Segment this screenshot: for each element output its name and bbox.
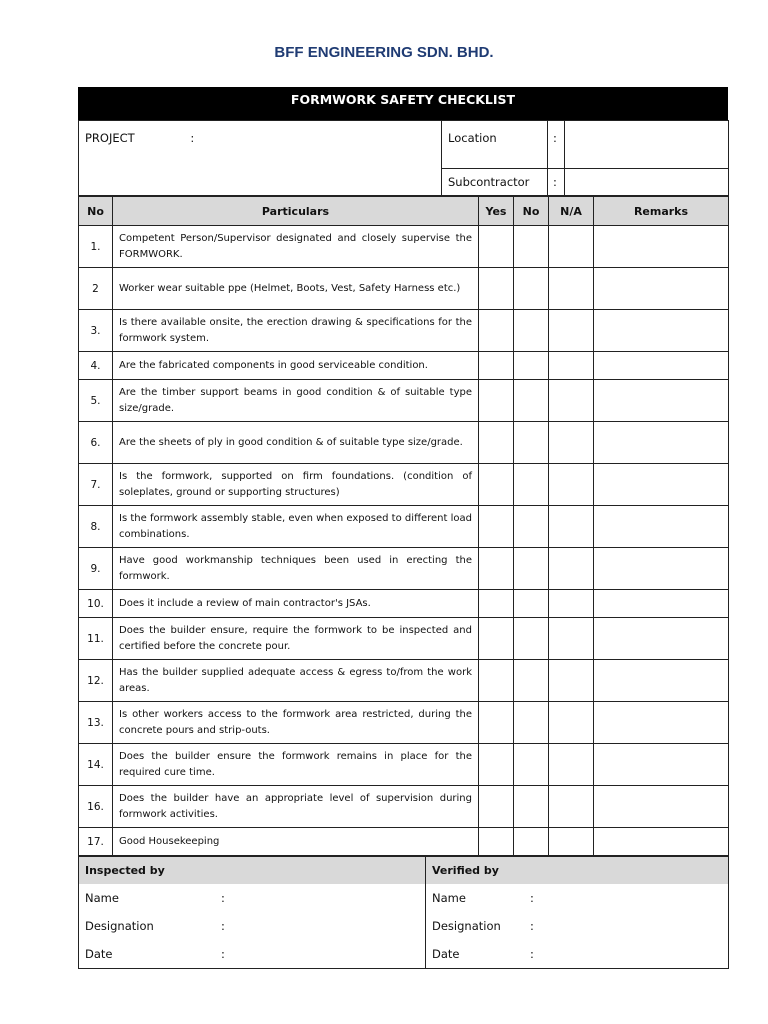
item-number: 2 — [79, 268, 113, 310]
project-info-table — [78, 120, 729, 196]
remarks-cell[interactable] — [594, 422, 729, 464]
yes-cell[interactable] — [479, 786, 514, 828]
checklist-row — [79, 464, 729, 506]
na-cell[interactable] — [549, 506, 594, 548]
item-particular: Are the fabricated components in good serviceable condition. — [113, 352, 479, 380]
yes-cell[interactable] — [479, 744, 514, 786]
item-particular: Does the builder have an appropriate level of supervision during formwork activities. — [113, 786, 479, 828]
yes-cell[interactable] — [479, 702, 514, 744]
item-particular: Is the formwork, supported on firm foundations. (condition of soleplates, ground or supporting structures) — [113, 464, 479, 506]
item-number: 5. — [79, 380, 113, 422]
checklist-row — [79, 702, 729, 744]
inspected-by-section — [79, 857, 426, 969]
verified-date-field[interactable]: Date : — [432, 947, 534, 961]
checklist-row — [79, 226, 729, 268]
inspected-designation-field[interactable]: Designation : — [85, 919, 225, 933]
na-cell[interactable] — [549, 660, 594, 702]
item-number: 13. — [79, 702, 113, 744]
item-particular: Competent Person/Supervisor designated and closely supervise the FORMWORK. — [113, 226, 479, 268]
yes-cell[interactable] — [479, 422, 514, 464]
no-cell[interactable] — [514, 590, 549, 618]
company-name: BFF ENGINEERING SDN. BHD. — [274, 44, 494, 61]
header-particulars: Particulars — [113, 197, 479, 226]
item-number: 1. — [79, 226, 113, 268]
checklist-row — [79, 548, 729, 590]
yes-cell[interactable] — [479, 226, 514, 268]
na-cell[interactable] — [549, 464, 594, 506]
item-particular: Does the builder ensure, require the formwork to be inspected and certified before the concrete pour. — [113, 618, 479, 660]
no-cell[interactable] — [514, 744, 549, 786]
inspected-name-field[interactable]: Name : — [85, 891, 225, 905]
remarks-cell[interactable] — [594, 702, 729, 744]
remarks-cell[interactable] — [594, 548, 729, 590]
inspected-date-field[interactable]: Date : — [85, 947, 225, 961]
location-colon: : — [548, 121, 565, 169]
header-remarks: Remarks — [594, 197, 729, 226]
checklist-row — [79, 422, 729, 464]
inspected-by-label: Inspected by — [79, 857, 425, 884]
location-value[interactable] — [565, 121, 729, 169]
item-particular: Good Housekeeping — [113, 828, 479, 856]
yes-cell[interactable] — [479, 590, 514, 618]
remarks-cell[interactable] — [594, 828, 729, 856]
remarks-cell[interactable] — [594, 226, 729, 268]
no-cell[interactable] — [514, 828, 549, 856]
yes-cell[interactable] — [479, 828, 514, 856]
remarks-cell[interactable] — [594, 464, 729, 506]
item-particular: Are the sheets of ply in good condition & of suitable type size/grade. — [113, 422, 479, 464]
na-cell[interactable] — [549, 702, 594, 744]
header-no: No — [79, 197, 113, 226]
verified-by-section — [426, 857, 729, 969]
checklist-row — [79, 618, 729, 660]
no-cell[interactable] — [514, 268, 549, 310]
checklist-row — [79, 352, 729, 380]
no-cell[interactable] — [514, 702, 549, 744]
header-no-answer: No — [514, 197, 549, 226]
no-cell[interactable] — [514, 464, 549, 506]
location-label: Location — [442, 121, 548, 169]
no-cell[interactable] — [514, 660, 549, 702]
no-cell[interactable] — [514, 618, 549, 660]
na-cell[interactable] — [549, 590, 594, 618]
verified-name-field[interactable]: Name : — [432, 891, 534, 905]
item-number: 12. — [79, 660, 113, 702]
checklist-row — [79, 744, 729, 786]
na-cell[interactable] — [549, 828, 594, 856]
remarks-cell[interactable] — [594, 352, 729, 380]
no-cell[interactable] — [514, 226, 549, 268]
item-particular: Has the builder supplied adequate access & egress to/from the work areas. — [113, 660, 479, 702]
na-cell[interactable] — [549, 618, 594, 660]
item-number: 9. — [79, 548, 113, 590]
checklist-row — [79, 380, 729, 422]
no-cell[interactable] — [514, 548, 549, 590]
subcontractor-value[interactable] — [565, 169, 729, 196]
remarks-cell[interactable] — [594, 380, 729, 422]
project-colon: : — [190, 131, 195, 145]
yes-cell[interactable] — [479, 268, 514, 310]
signoff-table — [78, 856, 729, 969]
checklist-row — [79, 506, 729, 548]
item-particular: Worker wear suitable ppe (Helmet, Boots, Vest, Safety Harness etc.) — [113, 268, 479, 310]
item-particular: Are the timber support beams in good condition & of suitable type size/grade. — [113, 380, 479, 422]
na-cell[interactable] — [549, 268, 594, 310]
item-number: 17. — [79, 828, 113, 856]
remarks-cell[interactable] — [594, 506, 729, 548]
na-cell[interactable] — [549, 548, 594, 590]
na-cell[interactable] — [549, 786, 594, 828]
item-number: 6. — [79, 422, 113, 464]
yes-cell[interactable] — [479, 380, 514, 422]
header-yes: Yes — [479, 197, 514, 226]
no-cell[interactable] — [514, 310, 549, 352]
item-number: 14. — [79, 744, 113, 786]
na-cell[interactable] — [549, 310, 594, 352]
item-number: 8. — [79, 506, 113, 548]
item-number: 16. — [79, 786, 113, 828]
item-number: 11. — [79, 618, 113, 660]
na-cell[interactable] — [549, 226, 594, 268]
checklist-row — [79, 268, 729, 310]
item-particular: Is there available onsite, the erection drawing & specifications for the formwork system. — [113, 310, 479, 352]
form-title: FORMWORK SAFETY CHECKLIST — [78, 87, 728, 120]
yes-cell[interactable] — [479, 310, 514, 352]
na-cell[interactable] — [549, 352, 594, 380]
yes-cell[interactable] — [479, 464, 514, 506]
remarks-cell[interactable] — [594, 310, 729, 352]
item-number: 3. — [79, 310, 113, 352]
checklist-row — [79, 828, 729, 856]
yes-cell[interactable] — [479, 618, 514, 660]
subcontractor-colon: : — [548, 169, 565, 196]
project-label: PROJECT — [85, 131, 135, 145]
na-cell[interactable] — [549, 380, 594, 422]
remarks-cell[interactable] — [594, 660, 729, 702]
verified-designation-field[interactable]: Designation : — [432, 919, 534, 933]
subcontractor-label: Subcontractor — [442, 169, 548, 196]
remarks-cell[interactable] — [594, 268, 729, 310]
item-particular: Does the builder ensure the formwork remains in place for the required cure time. — [113, 744, 479, 786]
yes-cell[interactable] — [479, 506, 514, 548]
remarks-cell[interactable] — [594, 618, 729, 660]
checklist-row — [79, 590, 729, 618]
no-cell[interactable] — [514, 506, 549, 548]
checklist-row — [79, 786, 729, 828]
checklist-table — [78, 196, 729, 856]
item-number: 4. — [79, 352, 113, 380]
item-particular: Is other workers access to the formwork area restricted, during the concrete pours and strip-outs. — [113, 702, 479, 744]
item-particular: Does it include a review of main contractor's JSAs. — [113, 590, 479, 618]
yes-cell[interactable] — [479, 352, 514, 380]
yes-cell[interactable] — [479, 660, 514, 702]
checklist-row — [79, 660, 729, 702]
no-cell[interactable] — [514, 352, 549, 380]
na-cell[interactable] — [549, 744, 594, 786]
checklist-sheet — [78, 87, 728, 969]
verified-by-label: Verified by — [426, 857, 728, 884]
project-field[interactable] — [79, 121, 442, 196]
item-number: 7. — [79, 464, 113, 506]
header-na: N/A — [549, 197, 594, 226]
checklist-row — [79, 310, 729, 352]
item-particular: Is the formwork assembly stable, even when exposed to different load combinations. — [113, 506, 479, 548]
item-particular: Have good workmanship techniques been used in erecting the formwork. — [113, 548, 479, 590]
item-number: 10. — [79, 590, 113, 618]
no-cell[interactable] — [514, 786, 549, 828]
remarks-cell[interactable] — [594, 786, 729, 828]
no-cell[interactable] — [514, 380, 549, 422]
remarks-cell[interactable] — [594, 744, 729, 786]
no-cell[interactable] — [514, 422, 549, 464]
remarks-cell[interactable] — [594, 590, 729, 618]
yes-cell[interactable] — [479, 548, 514, 590]
na-cell[interactable] — [549, 422, 594, 464]
